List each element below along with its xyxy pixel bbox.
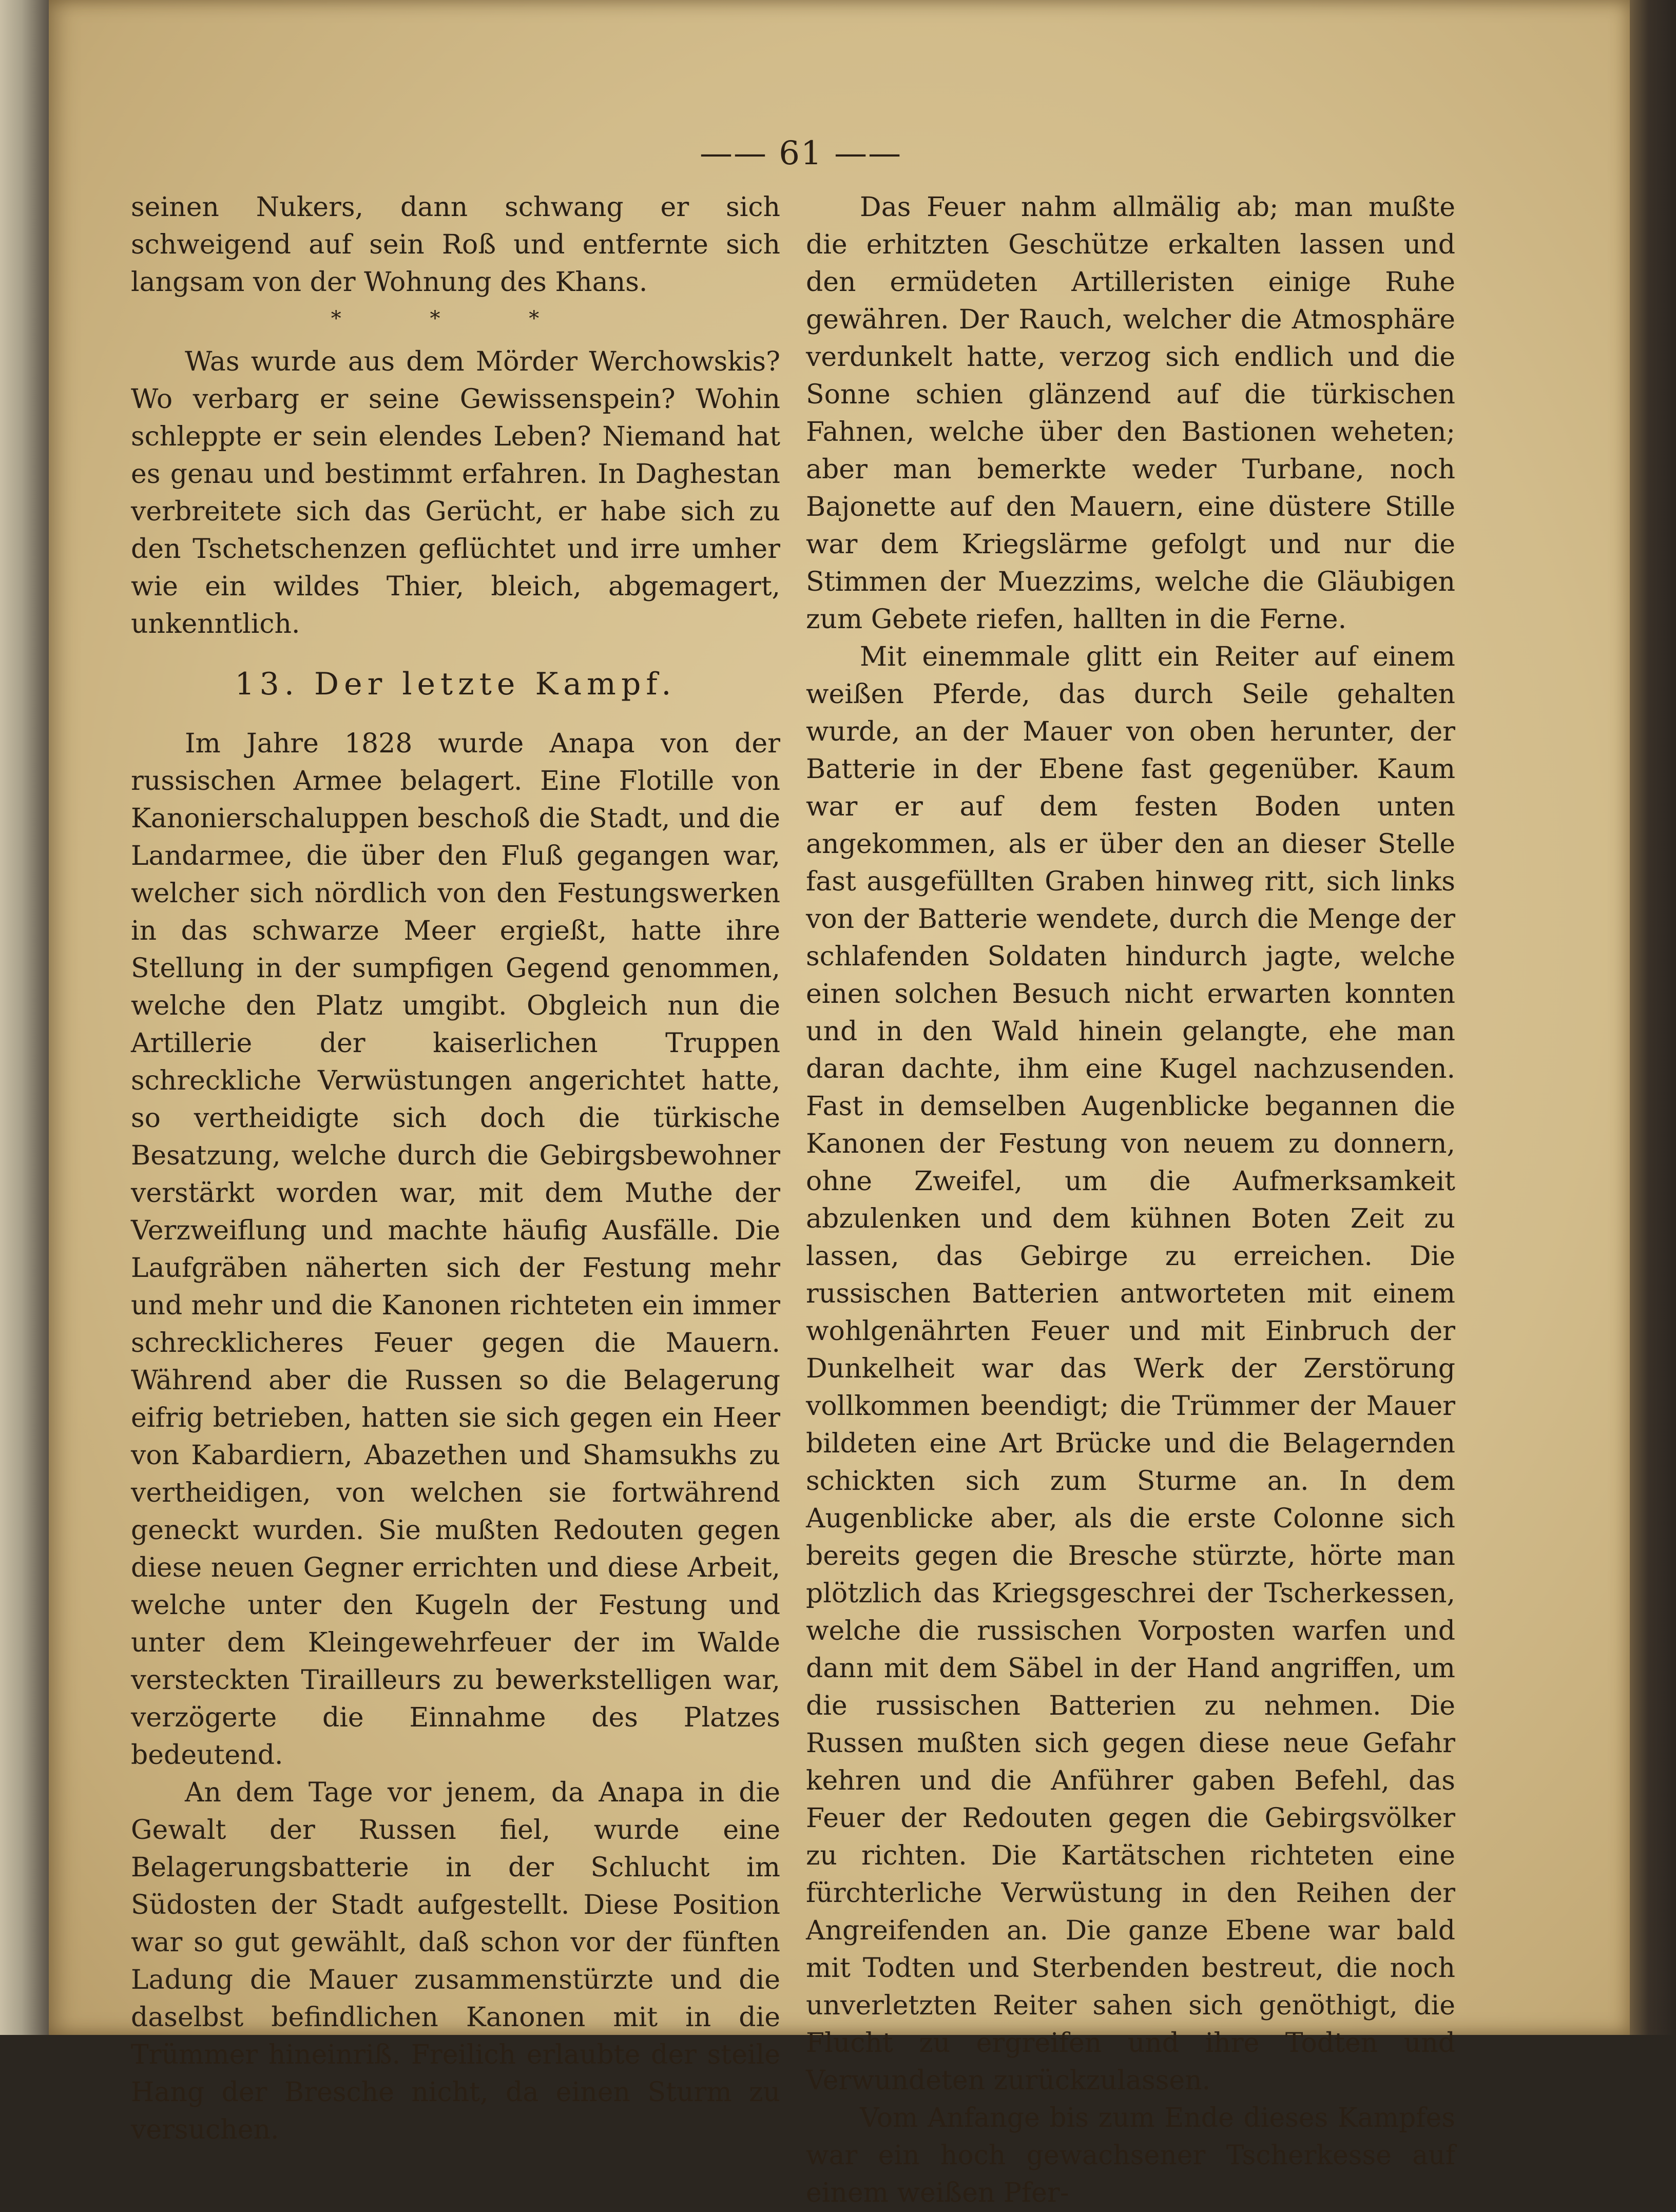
right-paragraph-3: Vom Anfange bis zum Ende dieses Kampfes war ein hoch gewachsener Tscherkesse auf einem weißen Pfer- — [806, 2103, 1455, 2208]
left-paragraph-2: Was wurde aus dem Mörder Werchowskis? Wo verbarg er seine Gewissenspein? Wohin schleppte er sein elendes Leben? Niemand hat es genau und bestimmt erfahren. In Daghestan verbreitete sich das Gerücht, er habe sich zu den Tschetschenzen geflüchtet und irre umher wie ein wildes Thier, bleich, abgemagert, unkenntlich. — [131, 346, 780, 639]
right-paragraph-2: Mit einemmale glitt ein Reiter auf einem weißen Pferde, das durch Seile gehalten wurde, an der Mauer von oben herunter, der Batterie in der Ebene fast gegenüber. Kaum war er auf dem festen Boden unten angekommen, als er über den an dieser Stelle fast ausgefüllten Graben hinweg ritt, sich links von der Batterie wendete, durch die Menge der schlafenden Soldaten hindurch jagte, welche einen solchen Besuch nicht erwarten konnten und in den Wald hinein gelangte, ehe man daran dachte, ihm eine Kugel nachzusenden. Fast in demselben Augenblicke begannen die Kanonen der Festung von neuem zu donnern, ohne Zweifel, um die Aufmerksamkeit abzulenken und dem kühnen Boten Zeit zu lassen, das Gebirge zu erreichen. Die russischen Batterien antworteten mit einem wohlgenährten Feuer und mit Einbruch der Dunkelheit war das Werk der Zerstörung vollkommen beendigt; die Trümmer der Mauer bildeten eine Art Brücke und die Belagernden schickten sich zum Sturme an. In dem Augenblicke aber, als die erste Colonne sich bereits gegen die Bresche stürzte, hörte man plötzlich das Kriegsgeschrei der Tscherkessen, welche die russischen Vorposten warfen und dann mit dem Säbel in der Hand angriffen, um die russischen Batterien zu nehmen. Die Russen mußten sich gegen diese neue Gefahr kehren und die Anführer gaben Befehl, das Feuer der Redouten gegen die Gebirgsvölker zu richten. Die Kartätschen richteten eine fürchterliche Verwüstung in den Reihen der Angreifenden an. Die ganze Ebene war bald mit Todten und Sterbenden bestreut, die noch unverletzten Reiter sahen sich genöthigt, die Flucht zu ergreifen und ihre Todten und Verwundeten zurückzulassen. — [806, 642, 1455, 2096]
section-break-stars: * * * — [331, 307, 581, 331]
right-column — [806, 189, 1455, 2212]
chapter-heading: 13. Der letzte Kampf. — [235, 666, 677, 702]
book-spine — [0, 0, 49, 2035]
right-paragraph-1: Das Feuer nahm allmälig ab; man mußte die erhitzten Geschütze erkalten lassen und den ermüdeten Artilleristen einige Ruhe gewähren. Der Rauch, welcher die Atmosphäre verdunkelt hatte, verzog sich endlich und die Sonne schien glänzend auf die türkischen Fahnen, welche über den Bastionen weheten; aber man bemerkte weder Turbane, noch Bajonette auf den Mauern, eine düstere Stille war dem Kriegslärme gefolgt und nur die Stimmen der Muezzims, welche die Gläubigen zum Gebete riefen, hallten in die Ferne. — [806, 192, 1455, 635]
left-paragraph-4: An dem Tage vor jenem, da Anapa in die Gewalt der Russen fiel, wurde eine Belagerungsbatterie in der Schlucht im Südosten der Stadt aufgestellt. Diese Position war so gut gewählt, daß schon vor der fünften Ladung die Mauer zusammenstürzte und die daselbst befindlichen Kanonen mit in die Trümmer hineinriß. Freilich erlaubte der steile Hang der Bresche nicht, da einen Sturm zu versuchen. — [131, 1777, 780, 2145]
left-paragraph-1: seinen Nukers, dann schwang er sich schweigend auf sein Roß und entfernte sich langsam von der Wohnung des Khans. — [131, 192, 780, 298]
left-paragraph-3: Im Jahre 1828 wurde Anapa von der russischen Armee belagert. Eine Flotille von Kanonierschaluppen beschoß die Stadt, und die Landarmee, die über den Fluß gegangen war, welcher sich nördlich von den Festungswerken in das schwarze Meer ergießt, hatte ihre Stellung in der sumpfigen Gegend genommen, welche den Platz umgibt. Obgleich nun die Artillerie der kaiserlichen Truppen schreckliche Verwüstungen angerichtet hatte, so vertheidigte sich doch die türkische Besatzung, welche durch die Gebirgsbewohner verstärkt worden war, mit dem Muthe der Verzweiflung und machte häufig Ausfälle. Die Laufgräben näherten sich der Festung mehr und mehr und die Kanonen richteten ein immer schrecklicheres Feuer gegen die Mauern. Während aber die Russen so die Belagerung eifrig betrieben, hatten sie sich gegen ein Heer von Kabardiern, Abazethen und Shamsukhs zu vertheidigen, von welchen sie fortwährend geneckt wurden. Sie mußten Redouten gegen diese neuen Gegner errichten und diese Arbeit, welche unter den Kugeln der Festung und unter dem Kleingewehrfeuer der im Walde versteckten Tirailleurs zu bewerkstelligen war, verzögerte die Einnahme des Platzes bedeutend. — [131, 728, 780, 1771]
page-edge-shadow — [1630, 0, 1676, 2035]
left-column — [131, 189, 780, 2149]
page-number: —— 61 —— — [699, 134, 902, 172]
